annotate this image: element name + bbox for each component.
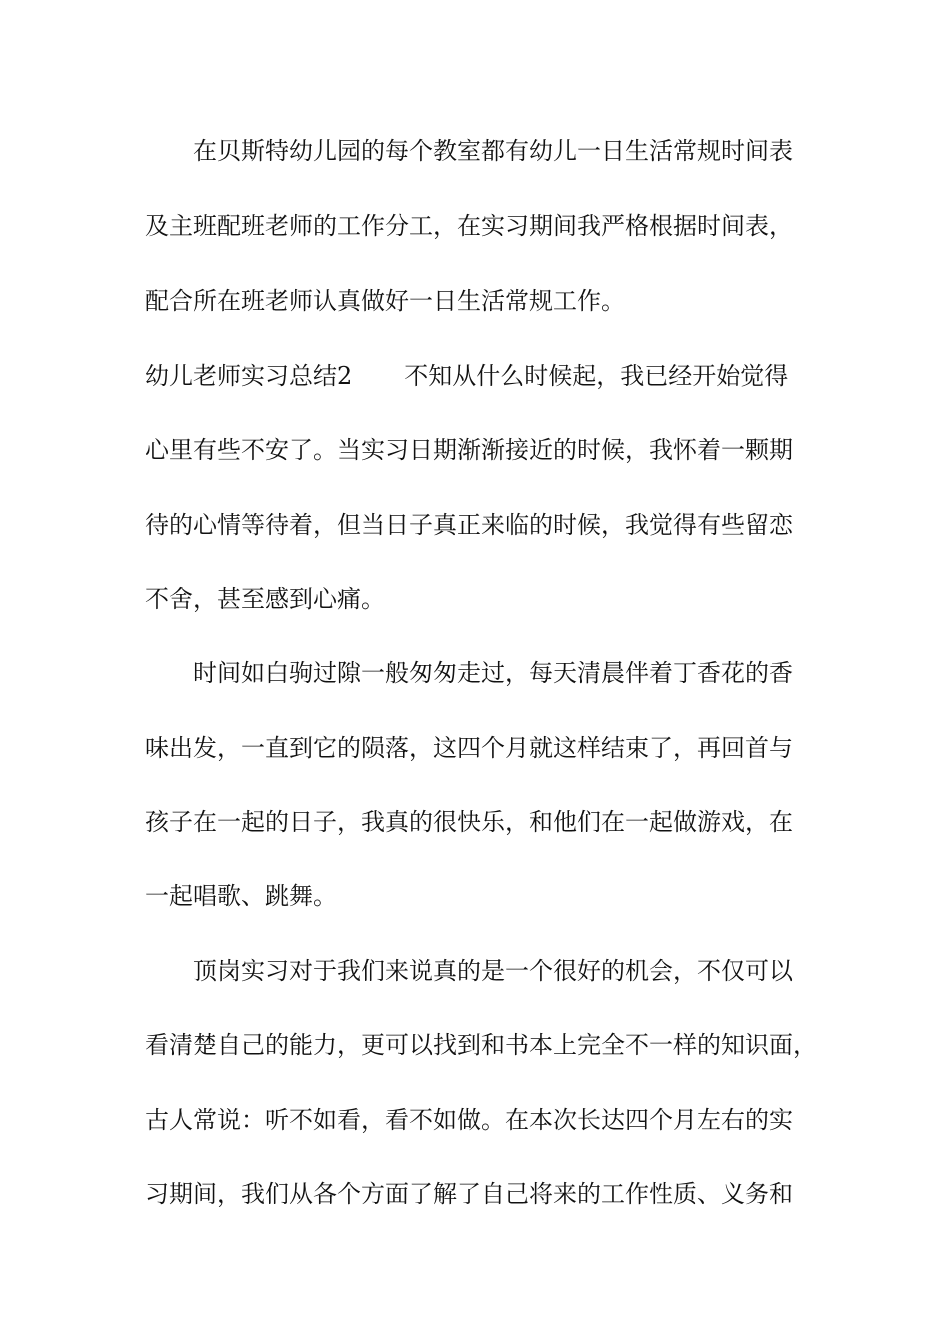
paragraph-line: 配合所在班老师认真做好一日生活常规工作。 (145, 287, 625, 315)
paragraph-line: 心里有些不安了。当实习日期渐渐接近的时候，我怀着一颗期 (145, 436, 793, 464)
paragraph-line: 待的心情等待着，但当日子真正来临的时候，我觉得有些留恋 (145, 511, 793, 539)
paragraph-line: 在贝斯特幼儿园的每个教室都有幼儿一日生活常规时间表 (193, 137, 793, 165)
paragraph-line: 时间如白驹过隙一般匆匆走过，每天清晨伴着丁香花的香 (193, 659, 793, 687)
paragraph-line: 孩子在一起的日子，我真的很快乐，和他们在一起做游戏，在 (145, 808, 793, 836)
paragraph-line: 习期间，我们从各个方面了解了自己将来的工作性质、义务和 (145, 1180, 793, 1208)
paragraph-line: 看清楚自己的能力，更可以找到和书本上完全不一样的知识面， (145, 1031, 817, 1059)
paragraph-line: 顶岗实习对于我们来说真的是一个很好的机会，不仅可以 (193, 957, 793, 985)
heading-line (145, 356, 835, 396)
paragraph-line: 味出发，一直到它的陨落，这四个月就这样结束了，再回首与 (145, 734, 793, 762)
paragraph-line: 古人常说：听不如看，看不如做。在本次长达四个月左右的实 (145, 1106, 793, 1134)
paragraph-line: 及主班配班老师的工作分工，在实习期间我严格根据时间表， (145, 212, 793, 240)
section-heading: 幼儿老师实习总结2 (145, 362, 353, 390)
paragraph-line: 一起唱歌、跳舞。 (145, 882, 337, 910)
paragraph-line: 不知从什么时候起，我已经开始觉得 (404, 362, 789, 390)
paragraph-line: 不舍，甚至感到心痛。 (145, 585, 385, 613)
